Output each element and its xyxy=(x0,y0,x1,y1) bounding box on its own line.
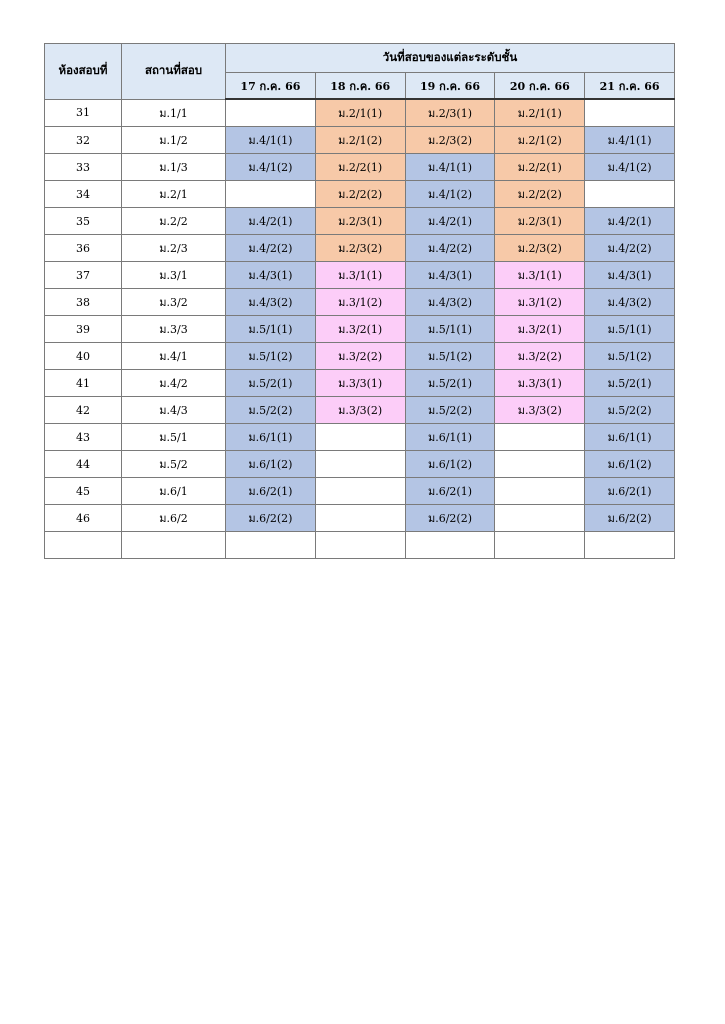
class-assignment-cell: ม.5/1(1) xyxy=(585,316,675,343)
exam-place-cell xyxy=(122,532,226,559)
class-assignment-cell: ม.4/1(2) xyxy=(585,154,675,181)
room-number-cell: 41 xyxy=(45,370,122,397)
class-assignment-cell: ม.4/1(1) xyxy=(405,154,495,181)
class-assignment-cell xyxy=(226,532,316,559)
class-assignment-cell xyxy=(495,532,585,559)
class-assignment-cell: ม.3/3(2) xyxy=(315,397,405,424)
class-assignment-cell: ม.4/3(2) xyxy=(405,289,495,316)
header-day: 19 ก.ค. 66 xyxy=(405,73,495,100)
class-assignment-cell: ม.6/2(1) xyxy=(585,478,675,505)
exam-place-cell: ม.3/3 xyxy=(122,316,226,343)
table-body xyxy=(45,99,675,559)
class-assignment-cell: ม.6/2(2) xyxy=(226,505,316,532)
class-assignment-cell: ม.4/3(2) xyxy=(226,289,316,316)
class-assignment-cell: ม.6/1(1) xyxy=(226,424,316,451)
exam-place-cell: ม.4/2 xyxy=(122,370,226,397)
class-assignment-cell: ม.5/2(2) xyxy=(405,397,495,424)
table-row xyxy=(45,127,675,154)
class-assignment-cell xyxy=(315,478,405,505)
class-assignment-cell: ม.5/1(2) xyxy=(405,343,495,370)
class-assignment-cell: ม.6/1(2) xyxy=(585,451,675,478)
class-assignment-cell: ม.5/1(1) xyxy=(405,316,495,343)
class-assignment-cell: ม.3/1(2) xyxy=(495,289,585,316)
class-assignment-cell xyxy=(585,181,675,208)
class-assignment-cell: ม.3/3(1) xyxy=(495,370,585,397)
class-assignment-cell: ม.6/1(2) xyxy=(226,451,316,478)
class-assignment-cell: ม.4/2(1) xyxy=(226,208,316,235)
class-assignment-cell: ม.2/1(2) xyxy=(495,127,585,154)
class-assignment-cell: ม.5/2(2) xyxy=(226,397,316,424)
class-assignment-cell: ม.6/2(1) xyxy=(405,478,495,505)
table-row xyxy=(45,181,675,208)
class-assignment-cell: ม.3/2(1) xyxy=(495,316,585,343)
class-assignment-cell: ม.5/1(2) xyxy=(585,343,675,370)
class-assignment-cell: ม.2/2(1) xyxy=(495,154,585,181)
exam-place-cell: ม.5/2 xyxy=(122,451,226,478)
room-number-cell: 38 xyxy=(45,289,122,316)
class-assignment-cell xyxy=(495,451,585,478)
class-assignment-cell: ม.4/3(1) xyxy=(585,262,675,289)
header-day: 17 ก.ค. 66 xyxy=(226,73,316,100)
room-number-cell: 46 xyxy=(45,505,122,532)
exam-place-cell: ม.4/1 xyxy=(122,343,226,370)
class-assignment-cell: ม.3/2(2) xyxy=(495,343,585,370)
table-row xyxy=(45,289,675,316)
header-exam-dates-group: วันที่สอบของแต่ละระดับชั้น xyxy=(226,44,675,73)
class-assignment-cell: ม.2/2(2) xyxy=(315,181,405,208)
class-assignment-cell: ม.5/1(1) xyxy=(226,316,316,343)
class-assignment-cell xyxy=(495,505,585,532)
class-assignment-cell xyxy=(315,532,405,559)
class-assignment-cell: ม.2/2(2) xyxy=(495,181,585,208)
class-assignment-cell: ม.3/3(1) xyxy=(315,370,405,397)
header-room: ห้องสอบที่ xyxy=(45,44,122,100)
class-assignment-cell: ม.4/2(2) xyxy=(226,235,316,262)
class-assignment-cell: ม.4/1(2) xyxy=(405,181,495,208)
table-row xyxy=(45,532,675,559)
class-assignment-cell: ม.4/1(1) xyxy=(585,127,675,154)
class-assignment-cell xyxy=(405,532,495,559)
class-assignment-cell: ม.3/1(2) xyxy=(315,289,405,316)
table-row xyxy=(45,451,675,478)
room-number-cell: 35 xyxy=(45,208,122,235)
table-row xyxy=(45,262,675,289)
class-assignment-cell: ม.4/2(2) xyxy=(405,235,495,262)
class-assignment-cell: ม.6/2(2) xyxy=(405,505,495,532)
class-assignment-cell: ม.2/3(1) xyxy=(495,208,585,235)
class-assignment-cell: ม.2/1(1) xyxy=(495,99,585,127)
class-assignment-cell xyxy=(315,505,405,532)
class-assignment-cell: ม.2/3(2) xyxy=(315,235,405,262)
exam-place-cell: ม.1/3 xyxy=(122,154,226,181)
exam-place-cell: ม.6/1 xyxy=(122,478,226,505)
class-assignment-cell: ม.3/1(1) xyxy=(315,262,405,289)
table-row xyxy=(45,424,675,451)
class-assignment-cell: ม.4/2(1) xyxy=(405,208,495,235)
table-row xyxy=(45,397,675,424)
class-assignment-cell: ม.4/3(1) xyxy=(226,262,316,289)
table-row xyxy=(45,99,675,127)
exam-place-cell: ม.6/2 xyxy=(122,505,226,532)
class-assignment-cell: ม.6/1(1) xyxy=(585,424,675,451)
class-assignment-cell: ม.5/1(2) xyxy=(226,343,316,370)
class-assignment-cell: ม.2/3(1) xyxy=(315,208,405,235)
class-assignment-cell: ม.3/2(1) xyxy=(315,316,405,343)
exam-place-cell: ม.3/2 xyxy=(122,289,226,316)
class-assignment-cell: ม.4/2(2) xyxy=(585,235,675,262)
class-assignment-cell: ม.2/1(2) xyxy=(315,127,405,154)
room-number-cell: 40 xyxy=(45,343,122,370)
class-assignment-cell: ม.6/2(1) xyxy=(226,478,316,505)
class-assignment-cell: ม.3/1(1) xyxy=(495,262,585,289)
header-day: 18 ก.ค. 66 xyxy=(315,73,405,100)
table-header xyxy=(45,44,675,100)
exam-place-cell: ม.4/3 xyxy=(122,397,226,424)
class-assignment-cell xyxy=(226,181,316,208)
table-row xyxy=(45,505,675,532)
table-row xyxy=(45,154,675,181)
class-assignment-cell xyxy=(226,99,316,127)
table-row xyxy=(45,370,675,397)
table-row xyxy=(45,208,675,235)
class-assignment-cell xyxy=(315,451,405,478)
class-assignment-cell: ม.4/3(2) xyxy=(585,289,675,316)
room-number-cell: 44 xyxy=(45,451,122,478)
room-number-cell: 45 xyxy=(45,478,122,505)
exam-place-cell: ม.5/1 xyxy=(122,424,226,451)
class-assignment-cell: ม.3/2(2) xyxy=(315,343,405,370)
table-row xyxy=(45,235,675,262)
room-number-cell: 43 xyxy=(45,424,122,451)
room-number-cell: 37 xyxy=(45,262,122,289)
class-assignment-cell: ม.4/1(1) xyxy=(226,127,316,154)
class-assignment-cell: ม.4/2(1) xyxy=(585,208,675,235)
exam-place-cell: ม.1/1 xyxy=(122,99,226,127)
class-assignment-cell: ม.4/1(2) xyxy=(226,154,316,181)
class-assignment-cell: ม.2/2(1) xyxy=(315,154,405,181)
class-assignment-cell: ม.5/2(2) xyxy=(585,397,675,424)
class-assignment-cell: ม.6/2(2) xyxy=(585,505,675,532)
room-number-cell: 34 xyxy=(45,181,122,208)
class-assignment-cell: ม.2/3(2) xyxy=(405,127,495,154)
class-assignment-cell xyxy=(585,99,675,127)
class-assignment-cell: ม.5/2(1) xyxy=(226,370,316,397)
room-number-cell xyxy=(45,532,122,559)
class-assignment-cell: ม.3/3(2) xyxy=(495,397,585,424)
room-number-cell: 39 xyxy=(45,316,122,343)
class-assignment-cell xyxy=(315,424,405,451)
table-row xyxy=(45,478,675,505)
class-assignment-cell: ม.5/2(1) xyxy=(585,370,675,397)
room-number-cell: 42 xyxy=(45,397,122,424)
room-number-cell: 33 xyxy=(45,154,122,181)
room-number-cell: 31 xyxy=(45,99,122,127)
class-assignment-cell: ม.6/1(1) xyxy=(405,424,495,451)
header-place: สถานที่สอบ xyxy=(122,44,226,100)
table-row xyxy=(45,343,675,370)
room-number-cell: 36 xyxy=(45,235,122,262)
class-assignment-cell: ม.2/3(1) xyxy=(405,99,495,127)
exam-place-cell: ม.3/1 xyxy=(122,262,226,289)
class-assignment-cell: ม.2/1(1) xyxy=(315,99,405,127)
exam-place-cell: ม.2/2 xyxy=(122,208,226,235)
class-assignment-cell xyxy=(495,478,585,505)
exam-schedule-sheet xyxy=(44,43,675,559)
class-assignment-cell xyxy=(585,532,675,559)
class-assignment-cell: ม.5/2(1) xyxy=(405,370,495,397)
header-day: 20 ก.ค. 66 xyxy=(495,73,585,100)
class-assignment-cell: ม.4/3(1) xyxy=(405,262,495,289)
exam-place-cell: ม.2/3 xyxy=(122,235,226,262)
exam-place-cell: ม.2/1 xyxy=(122,181,226,208)
class-assignment-cell: ม.6/1(2) xyxy=(405,451,495,478)
exam-place-cell: ม.1/2 xyxy=(122,127,226,154)
table-row xyxy=(45,316,675,343)
class-assignment-cell xyxy=(495,424,585,451)
header-day: 21 ก.ค. 66 xyxy=(585,73,675,100)
exam-schedule-table xyxy=(44,43,675,559)
class-assignment-cell: ม.2/3(2) xyxy=(495,235,585,262)
room-number-cell: 32 xyxy=(45,127,122,154)
